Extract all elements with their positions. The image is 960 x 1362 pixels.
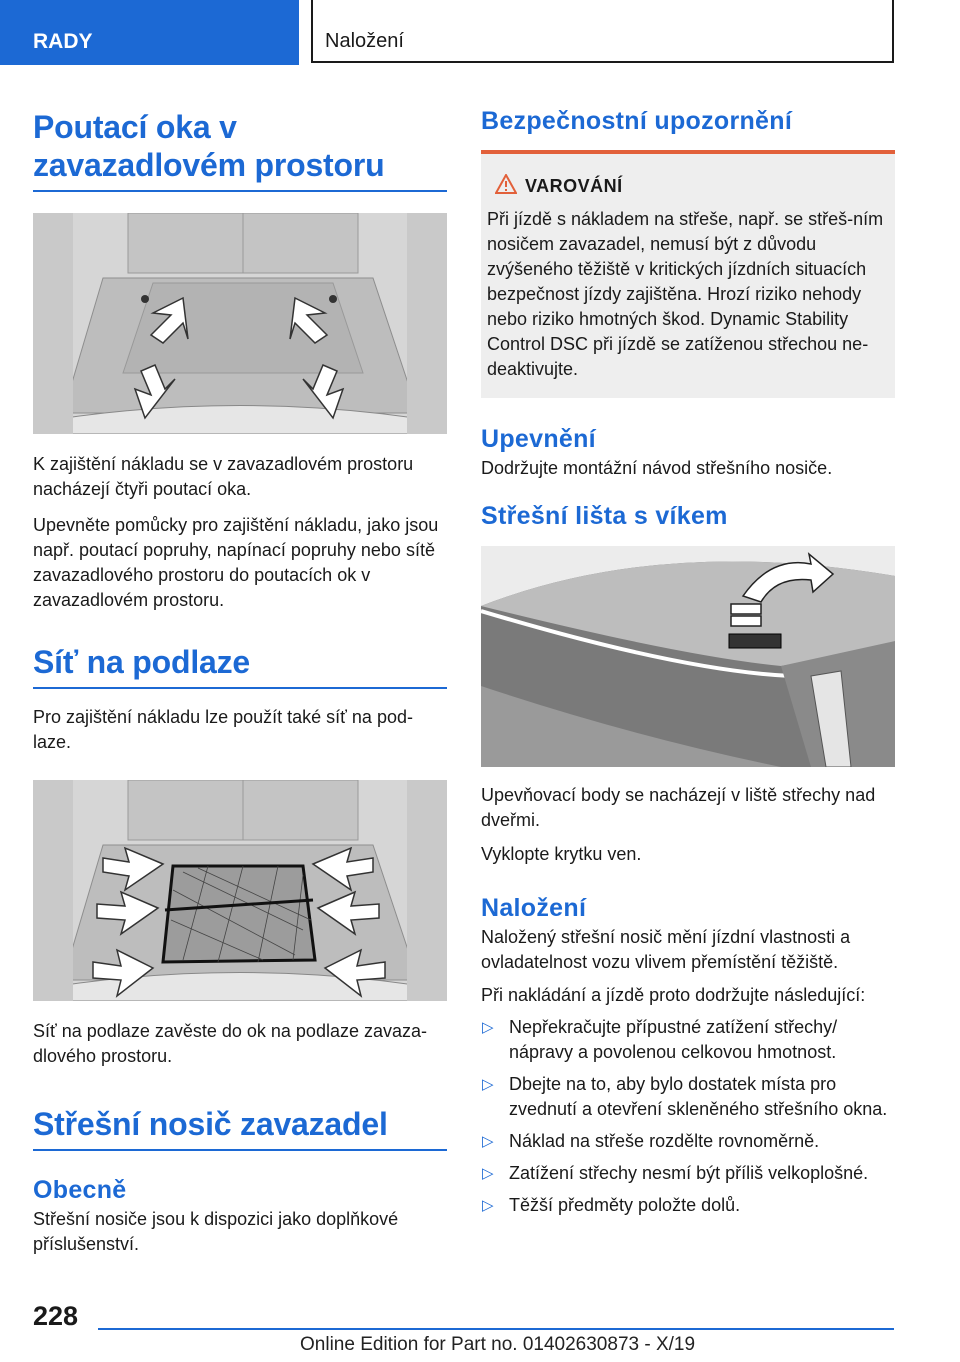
roof-rail-text-2: Vyklopte krytku ven. [481,844,642,864]
heading-safety: Bezpečnostní upozornění [481,107,793,135]
section-label: RADY [33,30,93,53]
heading-roof-rail: Střešní lišta s víkem [481,502,728,530]
lashing-eyes-photo [33,213,447,434]
warning-text: Při jízdě s nákladem na střeše, např. se střeš‐ním nosičem zavazadel, nemusí být z důvodu zvýšeného těžiště v kritických jízdních situacích bezpečnost jízdy zajištěna. Hrozí riziko nehody nebo riziko hmotných škod. Dynamic Stability Control DSC při jízdě se zatíženou střechou ne‐deaktivujte. [487,209,884,379]
heading-general: Obecně [33,1176,127,1204]
section-tab [0,0,299,65]
warning-title: VAROVÁNÍ [525,176,623,196]
floor-net-text-2: Síť na podlaze zavěste do ok na podlaze zavaza‐dlového prostoru. [33,1021,428,1066]
chapter-label: Naložení [325,30,404,52]
bullet-triangle-icon: ▷ [482,1076,494,1093]
chapter-header [311,0,894,63]
loading-text-1: Naložený střešní nosič mění jízdní vlastnosti a ovladatelnost vozu vlivem přemístění těžiště. [481,927,851,972]
list-item: ▷ Nepřekračujte přípustné zatížení střechy/ nápravy a povolenou celkovou hmotnost. [482,1017,838,1062]
footer-edition: Online Edition for Part no. 01402630873 - X/19 [300,1334,696,1355]
mounting-text: Dodržujte montážní návod střešního nosiče. [481,458,833,478]
heading-floor-net: Síť na podlaze [33,643,447,689]
floor-net-text-1: Pro zajištění nákladu lze použít také síť na pod‐laze. [33,707,413,752]
loading-rules-list [481,1015,895,1218]
lashing-eyes-text-2: Upevněte pomůcky pro zajištění nákladu, jako jsou např. poutací popruhy, napínací popruhy nebo sítě zavazadlového prostoru do poutacích ok v zavazadlovém prostoru. [33,515,439,610]
loading-text-2: Při nakládání a jízdě proto dodržujte následující: [481,985,866,1005]
heading-mounting: Upevnění [481,425,596,453]
footer-divider [98,1328,894,1330]
roof-rail-photo [481,546,895,767]
floor-net-photo [33,780,447,1001]
list-item: ▷ Zatížení střechy nesmí být příliš velkoplošné. [481,1161,895,1186]
general-text: Střešní nosiče jsou k dispozici jako doplňkové příslušenství. [33,1209,399,1254]
bullet-triangle-icon: ▷ [482,1019,494,1036]
list-item: ▷ Náklad na střeše rozdělte rovnoměrně. [481,1129,895,1154]
right-column [481,108,895,1218]
bullet-triangle-icon: ▷ [482,1165,494,1182]
roof-rail-text-1: Upevňovací body se nacházejí v liště střechy nad dveřmi. [481,785,876,830]
warning-triangle-icon [495,174,517,199]
heading-lashing-eyes: Poutací oka v zavazadlovém prostoru [33,108,447,192]
heading-roof-rack: Střešní nosič zavazadel [33,1105,447,1151]
page-number: 228 [33,1301,79,1331]
left-column [33,108,447,1257]
heading-loading: Naložení [481,894,587,922]
warning-box [481,150,895,398]
list-item: ▷ Těžší předměty položte dolů. [481,1193,895,1218]
lashing-eyes-text-1: K zajištění nákladu se v zavazadlovém prostoru nacházejí čtyři poutací oka. [33,454,414,499]
bullet-triangle-icon: ▷ [482,1133,494,1150]
bullet-triangle-icon: ▷ [482,1197,494,1214]
list-item: ▷ Dbejte na to, aby bylo dostatek místa pro zvednutí a otevření skleněného střešního okna. [482,1074,888,1119]
